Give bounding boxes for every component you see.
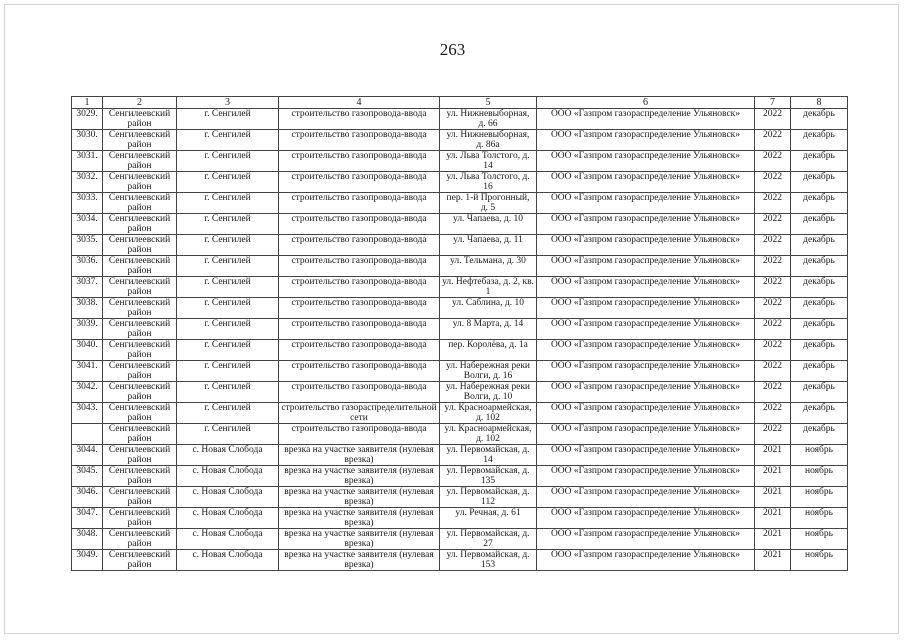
year-cell: 2022 — [755, 382, 791, 403]
header-cell: 5 — [440, 97, 537, 109]
district-cell: Сенгилеевский район — [103, 172, 177, 193]
year-cell: 2022 — [755, 298, 791, 319]
district-cell: Сенгилеевский район — [103, 235, 177, 256]
locality-cell: г. Сенгилей — [177, 319, 279, 340]
year-cell: 2022 — [755, 403, 791, 424]
organization-cell: ООО «Газпром газораспределение Ульяновск» — [537, 319, 755, 340]
year-cell: 2021 — [755, 466, 791, 487]
table-row — [72, 256, 848, 277]
work-type-cell: строительство газопровода-ввода — [279, 130, 440, 151]
locality-cell: г. Сенгилей — [177, 151, 279, 172]
work-type-cell: врезка на участке заявителя (нулевая врезка) — [279, 487, 440, 508]
address-cell: ул. Чапаева, д. 10 — [440, 214, 537, 235]
locality-cell: г. Сенгилей — [177, 214, 279, 235]
month-cell: декабрь — [791, 256, 848, 277]
year-cell: 2022 — [755, 151, 791, 172]
month-cell: декабрь — [791, 403, 848, 424]
year-cell: 2022 — [755, 109, 791, 130]
month-cell: декабрь — [791, 151, 848, 172]
work-type-cell: строительство газопровода-ввода — [279, 172, 440, 193]
table-row — [72, 277, 848, 298]
row-number-cell — [72, 424, 103, 445]
header-cell: 6 — [537, 97, 755, 109]
locality-cell: г. Сенгилей — [177, 361, 279, 382]
work-type-cell: строительство газопровода-ввода — [279, 319, 440, 340]
locality-cell: с. Новая Слобода — [177, 550, 279, 571]
table-row — [72, 550, 848, 571]
district-cell: Сенгилеевский район — [103, 361, 177, 382]
table-row — [72, 445, 848, 466]
address-cell: ул. Первомайская, д. 153 — [440, 550, 537, 571]
table-row — [72, 508, 848, 529]
district-cell: Сенгилеевский район — [103, 193, 177, 214]
month-cell: ноябрь — [791, 508, 848, 529]
table-row — [72, 235, 848, 256]
year-cell: 2022 — [755, 193, 791, 214]
month-cell: ноябрь — [791, 550, 848, 571]
district-cell: Сенгилеевский район — [103, 382, 177, 403]
district-cell: Сенгилеевский район — [103, 130, 177, 151]
page-number: 263 — [439, 40, 466, 59]
district-cell: Сенгилеевский район — [103, 424, 177, 445]
address-cell: ул. Первомайская, д. 112 — [440, 487, 537, 508]
row-number-cell: 3047. — [72, 508, 103, 529]
address-cell: ул. Нижневыборная, д. 86а — [440, 130, 537, 151]
header-row — [72, 97, 848, 109]
table-row — [72, 109, 848, 130]
address-cell: ул. Первомайская, д. 135 — [440, 466, 537, 487]
address-cell: ул. Первомайская, д. 27 — [440, 529, 537, 550]
address-cell: ул. Льва Толстого, д. 16 — [440, 172, 537, 193]
header-cell: 2 — [103, 97, 177, 109]
district-cell: Сенгилеевский район — [103, 109, 177, 130]
month-cell: ноябрь — [791, 466, 848, 487]
month-cell: декабрь — [791, 130, 848, 151]
work-type-cell: строительство газопровода-ввода — [279, 235, 440, 256]
locality-cell: г. Сенгилей — [177, 235, 279, 256]
table-row — [72, 466, 848, 487]
organization-cell: ООО «Газпром газораспределение Ульяновск» — [537, 529, 755, 550]
work-type-cell: врезка на участке заявителя (нулевая врезка) — [279, 445, 440, 466]
district-cell: Сенгилеевский район — [103, 529, 177, 550]
row-number-cell: 3038. — [72, 298, 103, 319]
organization-cell: ООО «Газпром газораспределение Ульяновск» — [537, 508, 755, 529]
year-cell: 2022 — [755, 256, 791, 277]
organization-cell: ООО «Газпром газораспределение Ульяновск» — [537, 256, 755, 277]
month-cell: декабрь — [791, 424, 848, 445]
row-number-cell: 3042. — [72, 382, 103, 403]
work-type-cell: строительство газопровода-ввода — [279, 193, 440, 214]
work-type-cell: строительство газопровода-ввода — [279, 151, 440, 172]
table-row — [72, 172, 848, 193]
address-cell: ул. Красноармейская, д. 102 — [440, 403, 537, 424]
year-cell: 2022 — [755, 214, 791, 235]
organization-cell: ООО «Газпром газораспределение Ульяновск» — [537, 109, 755, 130]
locality-cell: г. Сенгилей — [177, 298, 279, 319]
row-number-cell: 3040. — [72, 340, 103, 361]
district-cell: Сенгилеевский район — [103, 550, 177, 571]
address-cell: ул. Нижневыборная, д. 66 — [440, 109, 537, 130]
row-number-cell: 3037. — [72, 277, 103, 298]
address-cell: ул. Набережная реки Волги, д. 10 — [440, 382, 537, 403]
month-cell: декабрь — [791, 382, 848, 403]
header-cell: 8 — [791, 97, 848, 109]
table-row — [72, 130, 848, 151]
organization-cell: ООО «Газпром газораспределение Ульяновск» — [537, 277, 755, 298]
month-cell: декабрь — [791, 109, 848, 130]
row-number-cell: 3049. — [72, 550, 103, 571]
locality-cell: г. Сенгилей — [177, 109, 279, 130]
organization-cell: ООО «Газпром газораспределение Ульяновск» — [537, 151, 755, 172]
organization-cell: ООО «Газпром газораспределение Ульяновск» — [537, 361, 755, 382]
address-cell: ул. Набережная реки Волги, д. 16 — [440, 361, 537, 382]
work-type-cell: строительство газопровода-ввода — [279, 424, 440, 445]
month-cell: декабрь — [791, 298, 848, 319]
organization-cell: ООО «Газпром газораспределение Ульяновск» — [537, 466, 755, 487]
work-type-cell: строительство газопровода-ввода — [279, 298, 440, 319]
month-cell: декабрь — [791, 340, 848, 361]
locality-cell: с. Новая Слобода — [177, 466, 279, 487]
locality-cell: г. Сенгилей — [177, 172, 279, 193]
district-cell: Сенгилеевский район — [103, 340, 177, 361]
district-cell: Сенгилеевский район — [103, 214, 177, 235]
year-cell: 2021 — [755, 550, 791, 571]
locality-cell: г. Сенгилей — [177, 403, 279, 424]
address-cell: ул. Льва Толстого, д. 14 — [440, 151, 537, 172]
work-type-cell: строительство газопровода-ввода — [279, 382, 440, 403]
locality-cell: г. Сенгилей — [177, 256, 279, 277]
year-cell: 2022 — [755, 319, 791, 340]
organization-cell: ООО «Газпром газораспределение Ульяновск» — [537, 382, 755, 403]
district-cell: Сенгилеевский район — [103, 466, 177, 487]
year-cell: 2022 — [755, 235, 791, 256]
table-row — [72, 361, 848, 382]
work-type-cell: строительство газопровода-ввода — [279, 361, 440, 382]
organization-cell: ООО «Газпром газораспределение Ульяновск» — [537, 193, 755, 214]
table-row — [72, 214, 848, 235]
table-row — [72, 319, 848, 340]
locality-cell: г. Сенгилей — [177, 130, 279, 151]
table-row — [72, 424, 848, 445]
organization-cell: ООО «Газпром газораспределение Ульяновск» — [537, 172, 755, 193]
address-cell: ул. Первомайская, д. 14 — [440, 445, 537, 466]
header-cell: 1 — [72, 97, 103, 109]
table-row — [72, 382, 848, 403]
header-cell: 3 — [177, 97, 279, 109]
month-cell: декабрь — [791, 277, 848, 298]
work-type-cell: строительство газопровода-ввода — [279, 256, 440, 277]
registry-table — [71, 96, 848, 571]
year-cell: 2022 — [755, 172, 791, 193]
month-cell: декабрь — [791, 319, 848, 340]
address-cell: пер. Королёва, д. 1а — [440, 340, 537, 361]
locality-cell: с. Новая Слобода — [177, 529, 279, 550]
month-cell: декабрь — [791, 214, 848, 235]
district-cell: Сенгилеевский район — [103, 151, 177, 172]
row-number-cell: 3036. — [72, 256, 103, 277]
year-cell: 2022 — [755, 130, 791, 151]
row-number-cell: 3043. — [72, 403, 103, 424]
table-row — [72, 340, 848, 361]
address-cell: ул. Тельмана, д. 30 — [440, 256, 537, 277]
organization-cell: ООО «Газпром газораспределение Ульяновск» — [537, 424, 755, 445]
address-cell: ул. 8 Марта, д. 14 — [440, 319, 537, 340]
organization-cell: ООО «Газпром газораспределение Ульяновск» — [537, 298, 755, 319]
row-number-cell: 3032. — [72, 172, 103, 193]
work-type-cell: строительство газопровода-ввода — [279, 340, 440, 361]
month-cell: декабрь — [791, 193, 848, 214]
year-cell: 2022 — [755, 340, 791, 361]
organization-cell: ООО «Газпром газораспределение Ульяновск» — [537, 235, 755, 256]
locality-cell: г. Сенгилей — [177, 382, 279, 403]
month-cell: ноябрь — [791, 487, 848, 508]
address-cell: ул. Саблина, д. 10 — [440, 298, 537, 319]
table-row — [72, 487, 848, 508]
table-row — [72, 151, 848, 172]
row-number-cell: 3031. — [72, 151, 103, 172]
month-cell: декабрь — [791, 172, 848, 193]
work-type-cell: строительство газопровода-ввода — [279, 214, 440, 235]
work-type-cell: врезка на участке заявителя (нулевая врезка) — [279, 550, 440, 571]
organization-cell: ООО «Газпром газораспределение Ульяновск» — [537, 487, 755, 508]
work-type-cell: строительство газопровода-ввода — [279, 109, 440, 130]
year-cell: 2022 — [755, 277, 791, 298]
locality-cell: с. Новая Слобода — [177, 445, 279, 466]
address-cell: ул. Чапаева, д. 11 — [440, 235, 537, 256]
row-number-cell: 3039. — [72, 319, 103, 340]
month-cell: декабрь — [791, 235, 848, 256]
work-type-cell: врезка на участке заявителя (нулевая врезка) — [279, 529, 440, 550]
district-cell: Сенгилеевский район — [103, 445, 177, 466]
locality-cell: г. Сенгилей — [177, 340, 279, 361]
district-cell: Сенгилеевский район — [103, 298, 177, 319]
organization-cell: ООО «Газпром газораспределение Ульяновск» — [537, 340, 755, 361]
address-cell: ул. Красноармейская, д. 102 — [440, 424, 537, 445]
year-cell: 2021 — [755, 487, 791, 508]
address-cell: ул. Речная, д. 61 — [440, 508, 537, 529]
district-cell: Сенгилеевский район — [103, 319, 177, 340]
header-cell: 7 — [755, 97, 791, 109]
district-cell: Сенгилеевский район — [103, 277, 177, 298]
header-cell: 4 — [279, 97, 440, 109]
locality-cell: с. Новая Слобода — [177, 487, 279, 508]
organization-cell: ООО «Газпром газораспределение Ульяновск» — [537, 445, 755, 466]
month-cell: декабрь — [791, 361, 848, 382]
district-cell: Сенгилеевский район — [103, 403, 177, 424]
row-number-cell: 3034. — [72, 214, 103, 235]
year-cell: 2022 — [755, 361, 791, 382]
row-number-cell: 3044. — [72, 445, 103, 466]
month-cell: ноябрь — [791, 445, 848, 466]
work-type-cell: врезка на участке заявителя (нулевая врезка) — [279, 466, 440, 487]
table-row — [72, 298, 848, 319]
year-cell: 2022 — [755, 424, 791, 445]
work-type-cell: врезка на участке заявителя (нулевая врезка) — [279, 508, 440, 529]
row-number-cell: 3033. — [72, 193, 103, 214]
row-number-cell: 3035. — [72, 235, 103, 256]
row-number-cell: 3030. — [72, 130, 103, 151]
table-row — [72, 529, 848, 550]
district-cell: Сенгилеевский район — [103, 508, 177, 529]
organization-cell: ООО «Газпром газораспределение Ульяновск» — [537, 550, 755, 571]
year-cell: 2021 — [755, 445, 791, 466]
work-type-cell: строительство газопровода-ввода — [279, 277, 440, 298]
district-cell: Сенгилеевский район — [103, 256, 177, 277]
year-cell: 2021 — [755, 529, 791, 550]
table-row — [72, 193, 848, 214]
address-cell: ул. Нефтебаза, д. 2, кв. 1 — [440, 277, 537, 298]
locality-cell: г. Сенгилей — [177, 424, 279, 445]
address-cell: пер. 1-й Прогонный, д. 5 — [440, 193, 537, 214]
district-cell: Сенгилеевский район — [103, 487, 177, 508]
month-cell: ноябрь — [791, 529, 848, 550]
row-number-cell: 3041. — [72, 361, 103, 382]
locality-cell: г. Сенгилей — [177, 193, 279, 214]
locality-cell: г. Сенгилей — [177, 277, 279, 298]
work-type-cell: строительство газораспределительной сети — [279, 403, 440, 424]
locality-cell: с. Новая Слобода — [177, 508, 279, 529]
organization-cell: ООО «Газпром газораспределение Ульяновск» — [537, 403, 755, 424]
row-number-cell: 3045. — [72, 466, 103, 487]
row-number-cell: 3048. — [72, 529, 103, 550]
organization-cell: ООО «Газпром газораспределение Ульяновск» — [537, 130, 755, 151]
year-cell: 2021 — [755, 508, 791, 529]
table-row — [72, 403, 848, 424]
row-number-cell: 3046. — [72, 487, 103, 508]
organization-cell: ООО «Газпром газораспределение Ульяновск» — [537, 214, 755, 235]
row-number-cell: 3029. — [72, 109, 103, 130]
